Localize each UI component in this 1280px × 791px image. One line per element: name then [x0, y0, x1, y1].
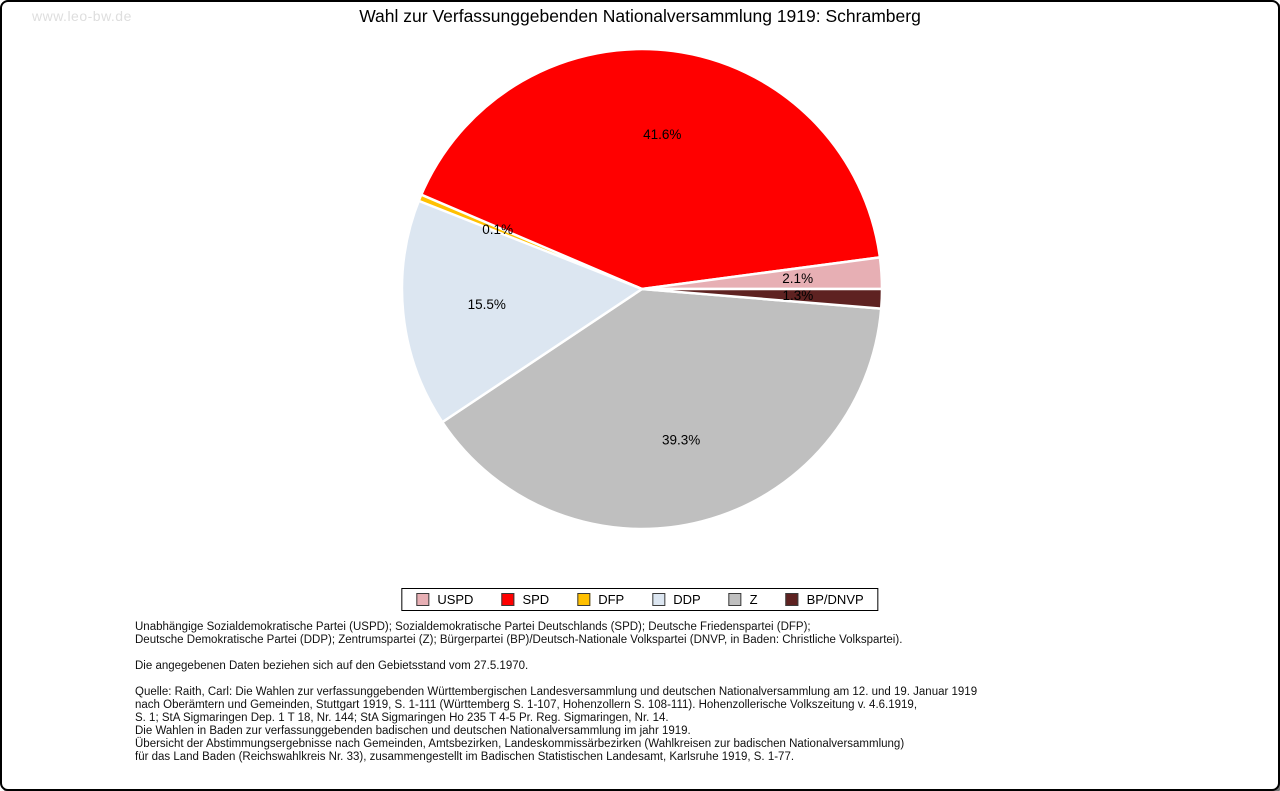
- watermark: www.leo-bw.de: [32, 8, 132, 24]
- footnote-line: Übersicht der Abstimmungsergebnisse nach Gemeinden, Amtsbezirken, Landeskommissärbezirken (Wahlkreisen zur badischen Nationalversammlung): [135, 738, 905, 750]
- legend-item-bp-dnvp: [786, 592, 864, 607]
- legend-swatch-icon: [577, 593, 590, 606]
- legend-label: SPD: [522, 592, 550, 607]
- footnote-line: Deutsche Demokratische Partei (DDP); Zentrumspartei (Z); Bürgerpartei (BP)/Deutsch-Nationale Volkspartei (DNVP, in Baden: Christliche Volkspartei).: [135, 634, 903, 646]
- legend-label: Z: [749, 592, 758, 607]
- legend-swatch-icon: [729, 593, 742, 606]
- legend-label: BP/DNVP: [806, 592, 864, 607]
- pie-label-ddp: 15.5%: [467, 297, 506, 313]
- legend-label: USPD: [437, 592, 474, 607]
- legend-label: DDP: [673, 592, 701, 607]
- footnote-line: nach Oberämtern und Gemeinden, Stuttgart 1919, S. 1-111 (Württemberg S. 1-107, Hohenzollern S. 108-111). Hohenzollerische Volkszeitung v. 4.6.1919,: [135, 699, 918, 711]
- footnote-line: Quelle: Raith, Carl: Die Wahlen zur verfassunggebenden Württembergischen Landesversammlung und deutschen Nationalversammlung am 12. und 19. Januar 1919: [135, 686, 978, 698]
- legend-item-z: [729, 592, 758, 607]
- footnote-line: Die Wahlen in Baden zur verfassunggebenden badischen und deutschen Nationalversammlung im jahr 1919.: [135, 725, 691, 737]
- legend-item-ddp: [652, 592, 700, 607]
- legend-item-uspd: [416, 592, 473, 607]
- legend-item-dfp: [577, 592, 624, 607]
- footnote-line: [135, 647, 977, 660]
- legend-swatch-icon: [652, 593, 665, 606]
- legend-label: DFP: [598, 592, 625, 607]
- legend-item-spd: [501, 592, 549, 607]
- pie-label-bp-dnvp: 1.3%: [782, 287, 814, 303]
- pie-label-dfp: 0.1%: [482, 222, 514, 238]
- footnote-line: für das Land Baden (Reichswahlkreis Nr. 33), zusammengestellt im Badischen Statistischen Landesamt, Karlsruhe 1919, S. 1-77.: [135, 751, 795, 763]
- footnote-line: S. 1; StA Sigmaringen Dep. 1 T 18, Nr. 144; StA Sigmaringen Ho 235 T 4-5 Pr. Reg. Sigmaringen, Nr. 14.: [135, 712, 669, 724]
- page-title: Wahl zur Verfassunggebenden Nationalversammlung 1919: Schramberg: [359, 6, 921, 26]
- footnote-line: Die angegebenen Daten beziehen sich auf den Gebietsstand vom 27.5.1970.: [135, 660, 529, 672]
- footnotes: [135, 621, 977, 764]
- pie-label-uspd: 2.1%: [782, 271, 814, 287]
- footnote-line: [135, 673, 977, 686]
- footnote-line: Unabhängige Sozialdemokratische Partei (USPD); Sozialdemokratische Partei Deutschlands (SPD); Deutsche Friedenspartei (DFP);: [135, 621, 811, 633]
- legend-swatch-icon: [786, 593, 799, 606]
- legend-swatch-icon: [501, 593, 514, 606]
- legend: [401, 588, 878, 611]
- pie-chart: [2, 2, 1280, 572]
- pie-label-spd: 41.6%: [643, 126, 682, 142]
- legend-swatch-icon: [416, 593, 429, 606]
- pie-label-z: 39.3%: [661, 432, 701, 448]
